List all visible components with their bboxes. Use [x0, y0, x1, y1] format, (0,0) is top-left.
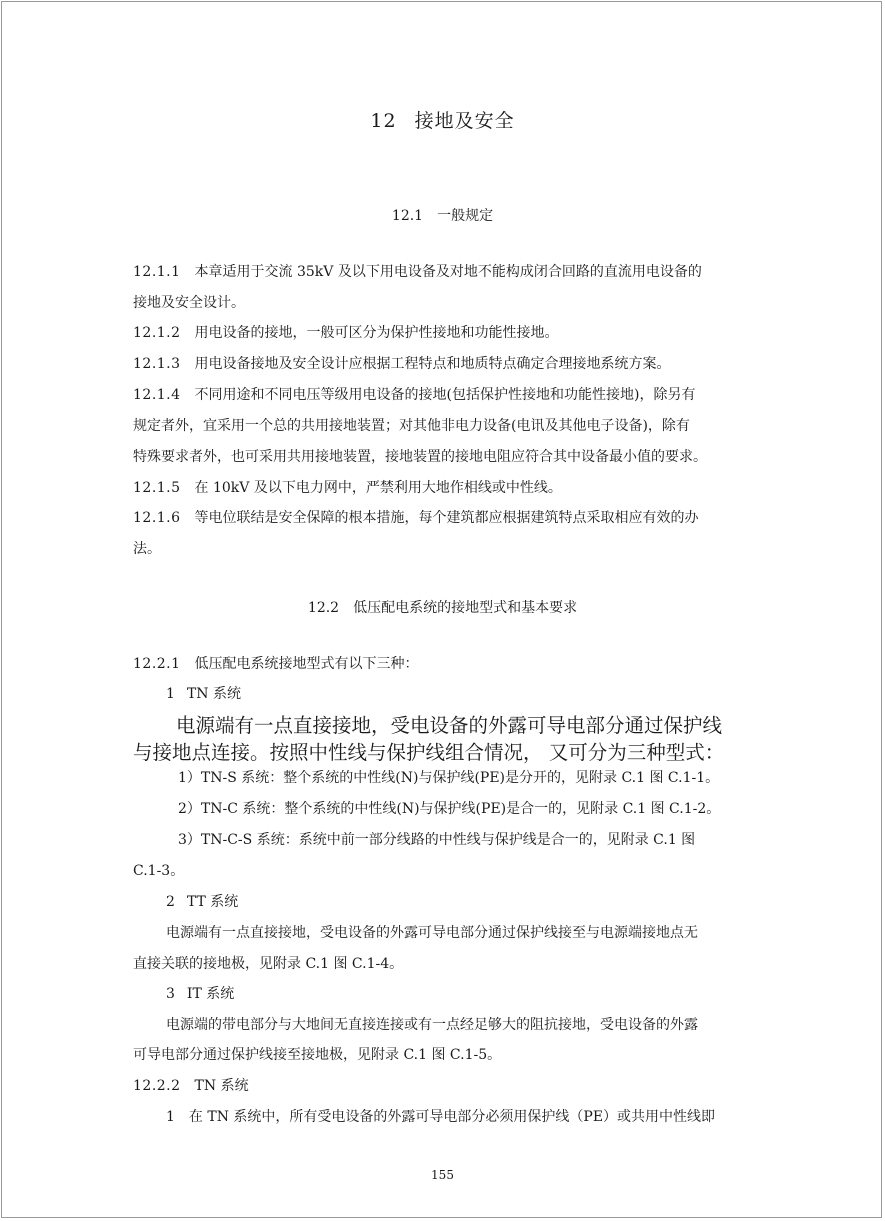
page-number: 155 [431, 1168, 454, 1182]
clause-12-2-2-item1: 1 在 TN 系统中，所有受电设备的外露可导电部分必须用保护线（PE）或共用中性线即 [166, 1109, 716, 1125]
item-number: 2 [166, 894, 175, 910]
clause-12-1-2 [133, 323, 559, 343]
it-system-item [166, 984, 234, 1004]
section-number: 12.1 [391, 208, 424, 224]
clause-12-1-6-line1 [133, 508, 699, 528]
section-title-12-1 [0, 205, 885, 225]
tn-description-line2: 与接地点连接。按照中性线与保护线组合情况， 又可分为三种型式： [133, 741, 725, 764]
tn-s-item: 1）TN-S 系统：整个系统的中性线(N)与保护线(PE)是分开的，见附录 C.1 图 C.1-1。 [178, 770, 720, 786]
clause-12-1-3 [133, 354, 671, 374]
tn-c-s-item-line1: 3）TN-C-S 系统：系统中前一部分线路的中性线与保护线是合一的，见附录 C.1 图 [178, 832, 696, 848]
section-number: 12.2 [307, 600, 340, 616]
clause-text: 用电设备接地及安全设计应根据工程特点和地质特点确定合理接地系统方案。 [194, 356, 671, 372]
it-description-line2: 可导电部分通过保护线接至接地极，见附录 C.1 图 C.1-5。 [133, 1047, 502, 1063]
clause-text: 等电位联结是安全保障的根本措施，每个建筑都应根据建筑特点采取相应有效的办 [194, 510, 699, 526]
clause-text: 低压配电系统接地型式有以下三种： [194, 656, 419, 672]
chapter-title-text: 接地及安全 [414, 110, 515, 132]
item-number: 1 [166, 686, 175, 702]
clause-number: 12.1.1 [133, 264, 181, 280]
clause-number: 12.1.6 [133, 510, 181, 526]
chapter-number: 12 [370, 110, 397, 132]
tt-description-line1: 电源端有一点直接接地，受电设备的外露可导电部分通过保护线接至与电源端接地点无 [166, 925, 698, 941]
clause-12-1-1-line1 [133, 262, 702, 282]
item-label: TN 系统 [186, 686, 241, 702]
clause-12-1-1-line2: 接地及安全设计。 [133, 295, 245, 311]
section-title-text: 低压配电系统的接地型式和基本要求 [353, 600, 578, 616]
clause-text: 不同用途和不同电压等级用电设备的接地(包括保护性接地和功能性接地)，除另有 [194, 387, 696, 403]
clause-12-1-4-line1 [133, 385, 695, 405]
clause-text: 用电设备的接地，一般可区分为保护性接地和功能性接地。 [194, 325, 559, 341]
item-label: IT 系统 [186, 986, 235, 1002]
clause-number: 12.1.3 [133, 356, 181, 372]
clause-number: 12.1.4 [133, 387, 181, 403]
section-title-text: 一般规定 [437, 208, 494, 224]
tt-description-line2: 直接关联的接地极，见附录 C.1 图 C.1-4。 [133, 956, 404, 972]
clause-text: 在 10kV 及以下电力网中，严禁利用大地作相线或中性线。 [194, 480, 562, 496]
clause-number: 12.2.1 [133, 656, 181, 672]
tt-system-item [166, 892, 238, 912]
tn-c-item: 2）TN-C 系统：整个系统的中性线(N)与保护线(PE)是合一的，见附录 C.1 图 C.1-2。 [178, 801, 721, 817]
it-description-line1: 电源端的带电部分与大地间无直接连接或有一点经足够大的阻抗接地，受电设备的外露 [166, 1017, 698, 1033]
item-label: TT 系统 [186, 894, 239, 910]
chapter-title [0, 106, 885, 133]
clause-12-1-5 [133, 478, 562, 498]
tn-system-item [166, 684, 241, 704]
item-number: 3 [166, 986, 175, 1002]
clause-text: 本章适用于交流 35kV 及以下用电设备及对地不能构成闭合回路的直流用电设备的 [194, 264, 702, 280]
clause-number: 12.1.2 [133, 325, 181, 341]
tn-description-line1: 电源端有一点直接接地，受电设备的外露可导电部分通过保护线 [176, 714, 723, 737]
section-title-12-2 [0, 597, 885, 617]
tn-c-s-item-line2: C.1-3。 [133, 863, 185, 879]
clause-12-1-4-line2: 规定者外，宜采用一个总的共用接地装置；对其他非电力设备(电讯及其他电子设备)，除有 [133, 418, 690, 434]
clause-12-2-2 [133, 1076, 249, 1096]
clause-number: 12.2.2 [133, 1078, 181, 1094]
clause-12-2-1 [133, 654, 419, 674]
clause-text: TN 系统 [194, 1078, 249, 1094]
clause-12-1-6-line2: 法。 [133, 541, 161, 557]
clause-12-1-4-line3: 特殊要求者外，也可采用共用接地装置，接地装置的接地电阻应符合其中设备最小值的要求。 [133, 449, 707, 465]
clause-number: 12.1.5 [133, 480, 181, 496]
